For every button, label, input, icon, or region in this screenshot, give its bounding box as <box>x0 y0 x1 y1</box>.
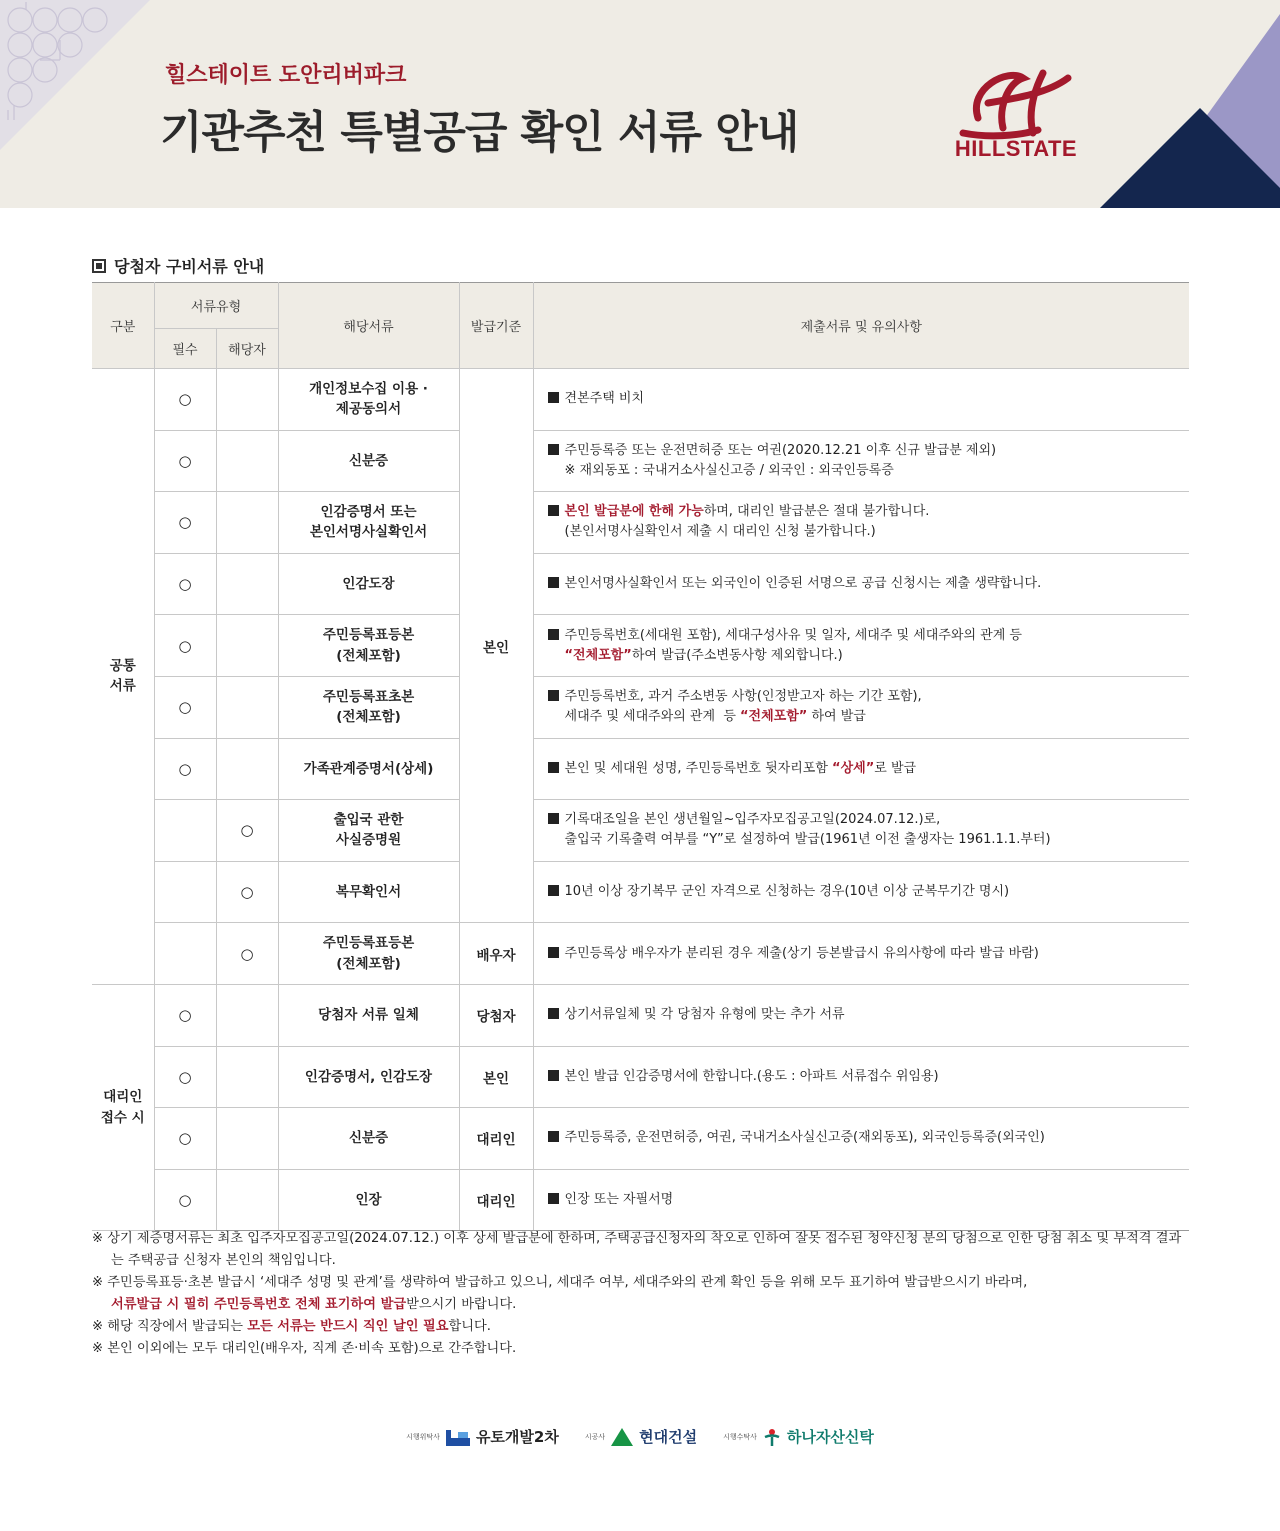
note-cell: 상기서류일체 및 각 당첨자 유형에 맞는 추가 서류 <box>533 984 1189 1046</box>
note-cell: 견본주택 비치 <box>533 369 1189 431</box>
project-subtitle: 힐스테이트 도안리버파크 <box>165 63 407 88</box>
square-bullet-icon <box>548 577 559 588</box>
note-cell: 본인서명사실확인서 또는 외국인이 인증된 서명으로 공급 신청시는 제출 생략합니다. <box>533 553 1189 615</box>
header-notes: 제출서류 및 유의사항 <box>533 283 1189 369</box>
issuance-winner: 당첨자 <box>459 984 533 1046</box>
square-bullet-icon <box>548 690 559 701</box>
document-name: 복무확인서 <box>278 861 459 923</box>
header-issuance: 발급기준 <box>459 283 533 369</box>
square-bullet-icon <box>548 629 559 640</box>
square-bullet-icon <box>548 1008 559 1019</box>
applicable-mark <box>216 369 278 431</box>
required-mark: ○ <box>154 984 216 1046</box>
issuance-spouse: 배우자 <box>459 923 533 985</box>
applicable-mark <box>216 1169 278 1231</box>
square-bullet-icon <box>548 392 559 403</box>
applicable-mark: ○ <box>216 923 278 985</box>
uto-logo-icon <box>446 1428 470 1446</box>
table-row <box>92 1046 1189 1108</box>
table-row <box>92 492 1189 554</box>
required-mark: ○ <box>154 1169 216 1231</box>
required-mark: ○ <box>154 1046 216 1108</box>
applicable-mark <box>216 615 278 677</box>
header-required: 필수 <box>154 329 216 369</box>
required-mark: ○ <box>154 492 216 554</box>
square-bullet-icon <box>548 1193 559 1204</box>
required-mark <box>154 861 216 923</box>
applicable-mark <box>216 676 278 738</box>
header-document: 해당서류 <box>278 283 459 369</box>
note-cell: 주민등록번호, 과거 주소변동 사항(인정받고자 하는 기간 포함), 세대주 및 세대주와의 관계 등 “전체포함” 하여 발급 <box>533 676 1189 738</box>
note-cell: 10년 이상 장기복무 군인 자격으로 신청하는 경우(10년 이상 군복무기간 명시) <box>533 861 1189 923</box>
note-cell: 본인 및 세대원 성명, 주민등록번호 뒷자리포함 “상세”로 발급 <box>533 738 1189 800</box>
note-cell: 본인 발급 인감증명서에 한합니다.(용도 : 아파트 서류접수 위임용) <box>533 1046 1189 1108</box>
table-row <box>92 800 1189 862</box>
required-mark: ○ <box>154 676 216 738</box>
sponsor-constructor: 시공사 현대건설 <box>584 1428 698 1446</box>
table-row <box>92 1169 1189 1231</box>
square-bullet-icon <box>548 885 559 896</box>
table-row <box>92 430 1189 492</box>
table-row <box>92 923 1189 985</box>
footnote: ※ 본인 이외에는 모두 대리인(배우자, 직계 존·비속 포함)으로 간주합니다. <box>92 1341 517 1356</box>
footnote: ※ 상기 제증명서류는 최초 입주자모집공고일(2024.07.12.) 이후 상세 발급분에 한하며, 주택공급신청자의 착오로 인하여 잘못 접수된 청약신청 분의 당첨으로 인한 당첨 취소 및 부적격 결과는 주택공급 신청자 본인의 책임입니다. <box>92 1231 1182 1268</box>
applicable-mark: ○ <box>216 800 278 862</box>
required-mark: ○ <box>154 1108 216 1170</box>
required-mark <box>154 800 216 862</box>
square-bullet-icon <box>548 1131 559 1142</box>
issuance-self: 본인 <box>459 1046 533 1108</box>
footnote: ※ 해당 직장에서 발급되는 모든 서류는 반드시 직인 날인 필요합니다. <box>92 1319 491 1334</box>
applicable-mark <box>216 738 278 800</box>
document-name: 인감증명서 또는 본인서명사실확인서 <box>278 492 459 554</box>
documents-table <box>92 282 1189 1231</box>
required-mark: ○ <box>154 738 216 800</box>
applicable-mark <box>216 430 278 492</box>
document-name: 가족관계증명서(상세) <box>278 738 459 800</box>
header-banner <box>0 0 1280 208</box>
table-row <box>92 984 1189 1046</box>
corner-triangle-decoration <box>1080 0 1280 208</box>
square-bullet-icon <box>548 813 559 824</box>
square-bullet-icon <box>548 444 559 455</box>
note-cell: 인장 또는 자필서명 <box>533 1169 1189 1231</box>
required-mark <box>154 923 216 985</box>
required-mark: ○ <box>154 369 216 431</box>
square-bullet-icon <box>548 762 559 773</box>
applicable-mark <box>216 1046 278 1108</box>
required-mark: ○ <box>154 430 216 492</box>
required-mark: ○ <box>154 615 216 677</box>
applicable-mark: ○ <box>216 861 278 923</box>
note-cell: 주민등록증, 운전면허증, 여권, 국내거소사실신고증(재외동포), 외국인등록증(외국인) <box>533 1108 1189 1170</box>
hana-logo-icon <box>763 1428 781 1446</box>
document-name: 주민등록표초본 (전체포함) <box>278 676 459 738</box>
table-row <box>92 738 1189 800</box>
note-cell: 기록대조일을 본인 생년월일~입주자모집공고일(2024.07.12.)로, 출입국 기록출력 여부를 “Y”로 설정하여 발급(1961년 이전 출생자는 1961.1.1.부터) <box>533 800 1189 862</box>
document-name: 출입국 관한 사실증명원 <box>278 800 459 862</box>
issuance-proxy: 대리인 <box>459 1108 533 1170</box>
issuance-proxy: 대리인 <box>459 1169 533 1231</box>
page-title: 기관추천 특별공급 확인 서류 안내 <box>160 107 799 158</box>
category-proxy: 대리인 접수 시 <box>92 984 154 1230</box>
required-mark: ○ <box>154 553 216 615</box>
square-bullet-icon <box>92 259 106 273</box>
issuance-self: 본인 <box>459 369 533 923</box>
document-name: 당첨자 서류 일체 <box>278 984 459 1046</box>
document-name: 주민등록표등본 (전체포함) <box>278 923 459 985</box>
sponsor-developer: 시행위탁사 유토개발2차 <box>406 1428 559 1446</box>
header-doc-type: 서류유형 <box>154 283 278 329</box>
document-name: 신분증 <box>278 430 459 492</box>
brand-name: HILLSTATE <box>954 136 1078 161</box>
category-common: 공통 서류 <box>92 369 154 985</box>
note-cell: 주민등록상 배우자가 분리된 경우 제출(상기 등본발급시 유의사항에 따라 발급 바람) <box>533 923 1189 985</box>
document-name: 신분증 <box>278 1108 459 1170</box>
footnotes <box>92 1228 1192 1360</box>
table-row <box>92 1108 1189 1170</box>
circuit-pattern-decoration <box>0 0 150 150</box>
document-name: 개인정보수집 이용 · 제공동의서 <box>278 369 459 431</box>
table-row <box>92 553 1189 615</box>
footnote: ※ 주민등록표등·초본 발급시 ‘세대주 성명 및 관계’를 생략하여 발급하고 있으니, 세대주 여부, 세대주와의 관계 확인 등을 위해 모두 표기하여 발급받으시기 바라며, 서류발급 시 필히 주민등록번호 전체 표기하여 발급받으시기 바랍니다. <box>92 1275 1028 1312</box>
document-name: 주민등록표등본 (전체포함) <box>278 615 459 677</box>
applicable-mark <box>216 553 278 615</box>
sponsor-trustee: 시행수탁사 하나자산신탁 <box>723 1428 874 1446</box>
document-name: 인장 <box>278 1169 459 1231</box>
square-bullet-icon <box>548 1070 559 1081</box>
table-row <box>92 369 1189 431</box>
table-row <box>92 861 1189 923</box>
square-bullet-icon <box>548 947 559 958</box>
section-heading <box>92 254 264 277</box>
note-cell: 본인 발급분에 한해 가능하며, 대리인 발급분은 절대 불가합니다. (본인서명사실확인서 제출 시 대리인 신청 불가합니다.) <box>533 492 1189 554</box>
header-applicable: 해당자 <box>216 329 278 369</box>
note-cell: 주민등록증 또는 운전면허증 또는 여권(2020.12.21 이후 신규 발급분 제외) ※ 재외동포 : 국내거소사실신고증 / 외국인 : 외국인등록증 <box>533 430 1189 492</box>
table-row <box>92 615 1189 677</box>
sponsor-logos <box>0 1426 1280 1447</box>
hyundai-triangle-icon <box>611 1428 633 1446</box>
table-row <box>92 676 1189 738</box>
applicable-mark <box>216 492 278 554</box>
applicable-mark <box>216 1108 278 1170</box>
document-name: 인감증명서, 인감도장 <box>278 1046 459 1108</box>
square-bullet-icon <box>548 505 559 516</box>
applicable-mark <box>216 984 278 1046</box>
document-name: 인감도장 <box>278 553 459 615</box>
section-title-text: 당첨자 구비서류 안내 <box>114 257 265 276</box>
note-cell: 주민등록번호(세대원 포함), 세대구성사유 및 일자, 세대주 및 세대주와의 관계 등 “전체포함”하여 발급(주소변동사항 제외합니다.) <box>533 615 1189 677</box>
header-category: 구분 <box>92 283 154 369</box>
